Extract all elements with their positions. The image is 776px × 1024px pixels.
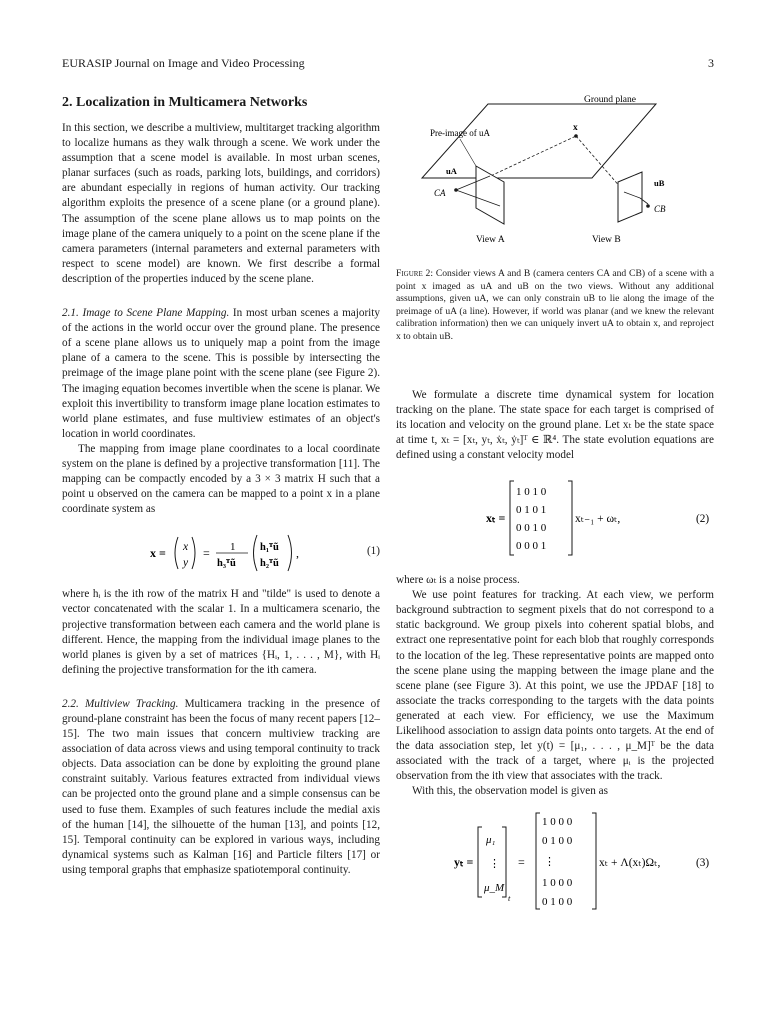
figure-2-diagram (396, 94, 714, 262)
eq3-row2: 0 1 0 0 (542, 835, 573, 848)
eq3-subscript: t (508, 893, 511, 904)
journal-name: EURASIP Journal on Image and Video Processing (62, 56, 305, 70)
equation-3-graphic (396, 809, 714, 913)
right-column (396, 94, 714, 913)
view-a-label: View A (476, 235, 505, 245)
eq3-vdots: ⋮ (489, 858, 500, 871)
eq1-paren2-right (288, 535, 292, 571)
equation-1 (62, 531, 380, 575)
ua-label: uA (446, 166, 457, 176)
eq3-matrix-bracket-right (592, 813, 596, 909)
subsection2-title: 2.2. Multiview Tracking. (62, 697, 179, 710)
subsection1-para1 (62, 306, 380, 442)
ground-plane-label: Ground plane (584, 95, 636, 105)
eq1-lhs: x = (150, 546, 166, 561)
section-intro: In this section, we describe a multiview, multitarget tracking algorithm to localize humans as they walk through a scene. We work under the assumption that a scene model is available. In most urban scenes, planar surfaces (such as roads, parking lots, buildings, and corridors) are abundant especially in regions of human activity. Our tracking algorithm exploits the presence of a scene plane (or a ground plane). The assumption of the scene plane allows us to map points on the image plane of the camera uniquely to a point on the scene plane if the camera parameters (internal parameters and external parameters with respect to scene model) are known. We first describe a formal description of the properties induced by the scene plane. (62, 122, 380, 285)
eq2-row3: 0 0 1 0 (516, 522, 547, 535)
eq2-bracket-left (510, 481, 514, 555)
eq2-row1: 1 0 1 0 (516, 486, 547, 499)
eq2-bracket-right (568, 481, 572, 555)
subsection2-para1 (62, 697, 380, 878)
eq1-row2: h₂ᵀũ (260, 558, 279, 570)
subsection1-para3: where hᵢ is the ith row of the matrix H and "tilde" is used to denote a vector concatenated with the scalar 1. In a multicamera scenario, the projective transformation between each camera and the world plane is different. Hence, the mapping from the individual image planes to the world planes is given by a set of matrices {Hᵢ, 1, . . . , M}, with Hᵢ defining the projective transformation for the ith camera. (62, 588, 380, 676)
equation-3 (396, 809, 714, 913)
section-title: 2. Localization in Multicamera Networks (62, 95, 308, 110)
subsection1-para2: The mapping from image plane coordinates to a local coordinate system on the plane is defined by a projective transformation [11]. The mapping can be compactly encoded by a 3 × 3 matrix H such that a point u observed on the camera can be mapped to a point x in a plane coordinate system as (62, 442, 380, 516)
camera-center-a (454, 188, 458, 192)
view-b-label: View B (592, 235, 621, 245)
eq1-row1: h₁ᵀũ (260, 542, 279, 554)
figure-2-caption-label: Figure 2: (396, 268, 434, 279)
equation-1-number: (1) (366, 545, 380, 558)
camera-center-b (646, 204, 650, 208)
subsection1-title: 2.1. Image to Scene Plane Mapping. (62, 307, 230, 320)
left-column (62, 94, 380, 878)
figure-2-caption (396, 268, 714, 344)
ub-label: uB (654, 178, 665, 188)
eq1-paren-left (175, 537, 178, 569)
right-para2: where ωₜ is a noise process. (396, 574, 520, 587)
eq3-vector-bracket-left (478, 827, 482, 897)
equation-2-number: (2) (696, 513, 710, 526)
eq2-rhs: xₜ₋₁ + ωₜ, (575, 513, 621, 526)
equation-1-graphic (62, 531, 380, 575)
page-number: 3 (708, 56, 714, 70)
equation-2 (396, 475, 714, 561)
camera-a-label: CA (434, 188, 446, 198)
subsection2-body1: Multicamera tracking in the presence of ground-plane constraint has been the focus of many recent papers [12–15]. The two main issues that concern multiview tracking are association of data across views and using temporal continuity to track objects. Data association can be done by exploiting the ground plane constraint suitably. Various features extracted from individual views can be projected onto the ground plane and a simple consensus can be used to fuse them. Examples of such features include the medial axis of the human [14], the silhouette of the human [13], and points [12, 15]. Temporal continuity can be explored in various ways, including dynamical systems such as Kalman [16] and Particle filters [17] or using temporal graphs that emphasize spatiotemporal continuity. (62, 697, 380, 876)
figure-2 (396, 94, 714, 262)
preimage-label: Pre-image of uA (430, 128, 490, 138)
view-a-plane (476, 166, 504, 224)
eq1-y: y (183, 557, 189, 570)
eq3-lhs: yₜ = (454, 855, 474, 870)
ray-a (482, 136, 576, 180)
running-head (62, 56, 714, 71)
eq2-lhs: xₜ = (486, 511, 506, 526)
eq1-one: 1 (230, 541, 236, 554)
eq2-row2: 0 1 0 1 (516, 504, 547, 517)
eq1-comma: , (296, 546, 299, 561)
scene-point-x-label: x (573, 123, 578, 133)
eq3-row4: 1 0 0 0 (542, 877, 573, 890)
eq3-matrix-bracket-left (536, 813, 540, 909)
preimage-pointer (460, 139, 476, 166)
eq3-row1: 1 0 0 0 (542, 816, 573, 829)
right-para4: With this, the observation model is given as (412, 785, 608, 798)
eq1-equals: = (203, 546, 210, 561)
eq3-rhs: xₜ + Λ(xₜ)Ωₜ, (599, 857, 661, 870)
eq3-mu1: μ₁ (486, 834, 496, 847)
eq3-equals: = (518, 855, 525, 870)
right-para3: We use point features for tracking. At each view, we perform background subtraction to segment pixels that do not correspond to a static background. We group pixels into coherent spatial blobs, and extract one representative point for each blob that roughly corresponds to the location of the leg. These representative points are mapped onto the scene plane using the mapping between the image plane and the scene plane (see Figure 3). At this point, we use the JPDAF [18] to associate the tracks corresponding to the targets with the data points generated at each view. For efficiency, we use the Maximum Likelihood association to assign data points onto targets. At the end of the data association step, let y(t) = [μ₁, . . . , μ_M]ᵀ be the data associated with the track of a target, where μᵢ is the projected observation from the ith view that associates with the track. (396, 589, 714, 783)
figure-2-caption-text: Consider views A and B (camera centers CA and CB) of a scene with a point x imaged as uA and uB on the two views. Without any additional assumptions, given uA, we can only constrain uB to lie along the image of the preimage of uA (a line). However, if world was planar (and we knew the relevant calibration information) then we can uniquely invert uA to obtain x, and reproject x to obtain uB. (396, 268, 714, 342)
eq1-x: x (183, 541, 189, 554)
eq1-denominator: h₃ᵀũ (217, 558, 236, 570)
right-para1: We formulate a discrete time dynamical system for location tracking on the plane. The state space for each target is comprised of its location and velocity on the ground plane. Let xₜ be the state space at time t, xₜ = [xₜ, yₜ, ẋₜ, ẏₜ]ᵀ ∈ ℝ⁴. The state evolution equations are defined using a constant velocity model (396, 388, 714, 461)
camera-b-label: CB (654, 204, 666, 214)
equation-3-number: (3) (696, 857, 710, 870)
eq3-muM: μ_M (484, 882, 505, 895)
eq3-row5: 0 1 0 0 (542, 896, 573, 909)
subsection1-body1: In most urban scenes a majority of the actions in the world occur over the ground plane. The presence of a scene plane allows us to uniquely map a point from the image plane of a camera to the scene. This is possible by intersecting the preimage of the image plane point with the scene plane (see Figure 2). The imaging equation becomes invertible when the scene is planar. We exploit this invertibility to transform image plane location estimates to world plane estimates, and fuse multiview estimates of an object's location in world coordinates. (62, 307, 380, 440)
eq1-paren2-left (254, 535, 258, 571)
ground-plane-shape (422, 104, 656, 178)
eq1-paren-right (192, 537, 195, 569)
eq2-row4: 0 0 0 1 (516, 540, 547, 553)
eq3-row3: ⋮ (544, 856, 555, 869)
equation-2-graphic (396, 475, 714, 561)
